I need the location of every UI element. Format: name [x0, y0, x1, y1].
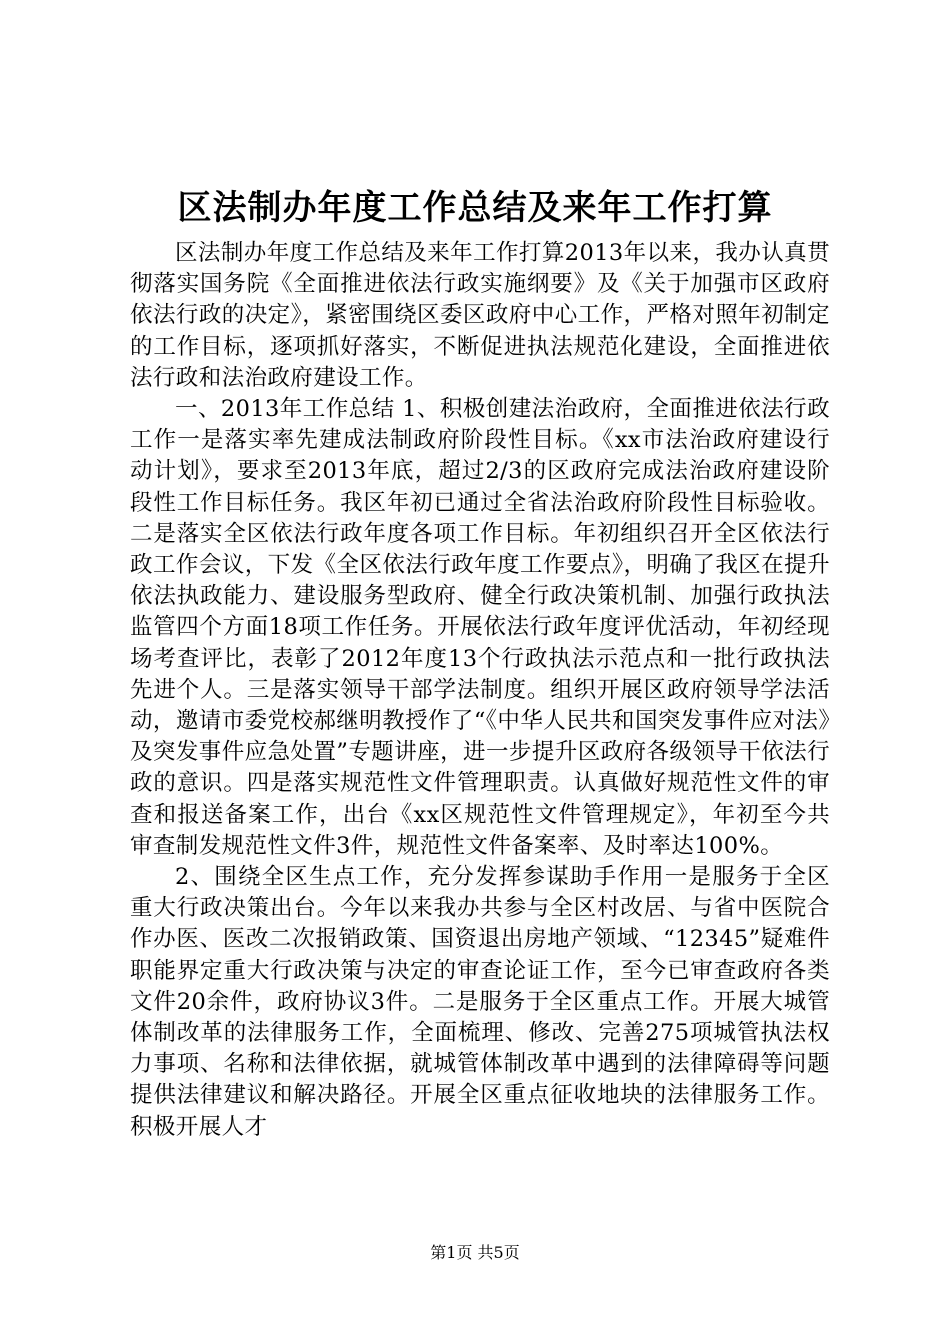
page-number-footer: 第1页 共5页 [430, 1243, 520, 1262]
document-body [130, 238, 830, 1143]
paragraph-intro: 区法制办年度工作总结及来年工作打算2013年以来，我办认真贯彻落实国务院《全面推进依法行政实施纲要》及《关于加强市区政府依法行政的决定》，紧密围绕区委区政府中心工作，严格对照年初制定的工作目标，逐项抓好落实，不断促进执法规范化建设，全面推进依法行政和法治政府建设工作。 [130, 240, 830, 391]
paragraph-section-2: 2、围绕全区生点工作，充分发挥参谋助手作用一是服务于全区重大行政决策出台。今年以来我办共参与全区村改居、与省中医院合作办医、医改二次报销政策、国资退出房地产领域、“12345”疑难件职能界定重大行政决策与决定的审查论证工作，至今已审查政府各类文件20余件，政府协议3件。二是服务于全区重点工作。开展大城管体制改革的法律服务工作，全面梳理、修改、完善275项城管执法权力事项、名称和法律依据，就城管体制改革中遇到的法律障碍等问题提供法律建议和解决路径。开展全区重点征收地块的法律服务工作。积极开展人才 [130, 864, 830, 1140]
paragraph-section-1: 一、2013年工作总结 1、积极创建法治政府，全面推进依法行政工作一是落实率先建成法制政府阶段性目标。《xx市法治政府建设行动计划》，要求至2013年底，超过2/3的区政府完成法治政府建设阶段性工作目标任务。我区年初已通过全省法治政府阶段性目标验收。二是落实全区依法行政年度各项工作目标。年初组织召开全区依法行政工作会议，下发《全区依法行政年度工作要点》，明确了我区在提升依法执政能力、建设服务型政府、健全行政决策机制、加强行政执法监管四个方面18项工作任务。开展依法行政年度评优活动，年初经现场考查评比，表彰了2012年度13个行政执法示范点和一批行政执法先进个人。三是落实领导干部学法制度。组织开展区政府领导学法活动，邀请市委党校郝继明教授作了“《中华人民共和国突发事件应对法》及突发事件应急处置”专题讲座，进一步提升区政府各级领导干依法行政的意识。四是落实规范性文件管理职责。认真做好规范性文件的审查和报送备案工作，出台《xx区规范性文件管理规定》，年初至今共审查制发规范性文件3件，规范性文件备案率、及时率达100%。 [130, 396, 830, 859]
document-title: 区法制办年度工作总结及来年工作打算 [177, 188, 773, 228]
